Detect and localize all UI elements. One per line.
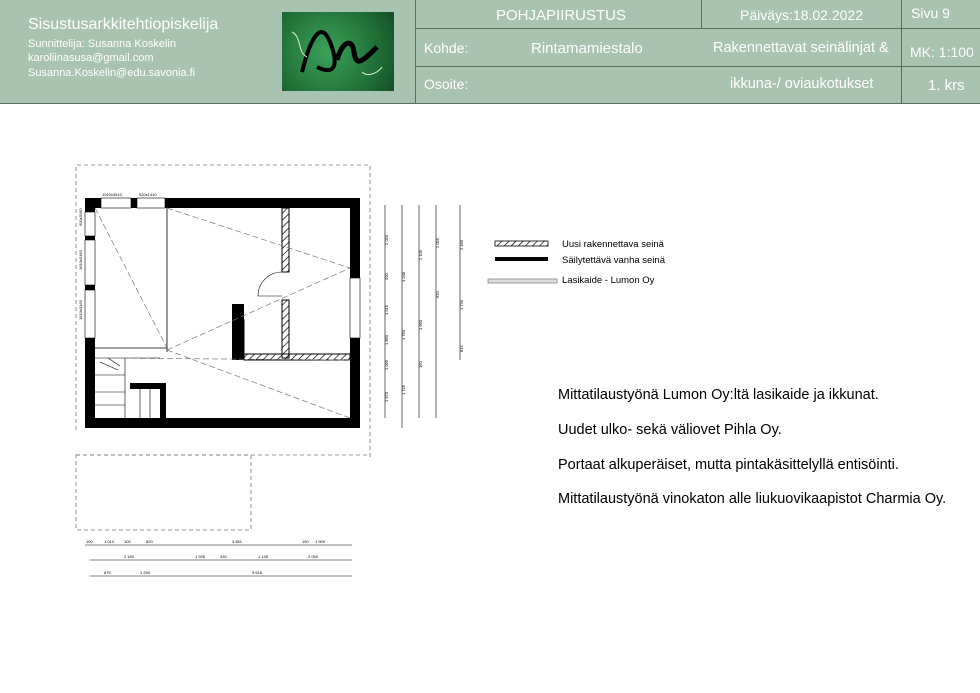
svg-text:150: 150 — [302, 539, 309, 544]
drawing-type: POHJAPIIRUSTUS — [496, 7, 627, 24]
legend-new-wall: Uusi rakennettava seinä — [562, 239, 664, 250]
svg-text:875: 875 — [104, 570, 111, 575]
kohde-label: Kohde: — [424, 40, 469, 56]
svg-text:2 180: 2 180 — [124, 554, 135, 559]
svg-text:2 055: 2 055 — [435, 237, 440, 248]
legend-old-wall: Säilytettävä vanha seinä — [562, 255, 665, 266]
svg-text:1 250: 1 250 — [140, 570, 151, 575]
svg-text:1 660: 1 660 — [418, 319, 423, 330]
svg-text:100: 100 — [124, 539, 131, 544]
legend-swatches — [488, 241, 557, 283]
svg-text:1 725: 1 725 — [401, 384, 406, 395]
svg-text:160: 160 — [418, 361, 423, 368]
svg-text:920: 920 — [435, 291, 440, 298]
vertical-dimensions — [385, 205, 460, 428]
email-1: karoliinasusa@gmail.com — [28, 52, 154, 64]
window-label-left-1: 900x3160 — [78, 208, 83, 226]
description-line1: Rakennettavat seinälinjat & — [713, 40, 889, 56]
kohde-value: Rintamamiestalo — [531, 40, 643, 57]
svg-text:620: 620 — [146, 539, 153, 544]
designer-name: Sunnittelija: Susanna Koskelin — [28, 38, 176, 50]
svg-text:200: 200 — [384, 273, 389, 280]
floor: 1. krs — [928, 77, 965, 94]
horizontal-dimensions — [85, 545, 352, 576]
legend-solid-swatch — [495, 257, 548, 261]
legend-hatched-swatch — [495, 241, 548, 246]
new-walls — [236, 208, 350, 360]
page-number: Sivu 9 — [911, 5, 950, 21]
interior-lines — [95, 208, 282, 352]
window-label-top-1: 1010x3510 — [102, 192, 122, 197]
window-label-left-2: 1610x3160 — [78, 250, 83, 270]
svg-text:1 010: 1 010 — [104, 539, 115, 544]
svg-text:5 616: 5 616 — [252, 570, 263, 575]
svg-text:1 145: 1 145 — [258, 554, 269, 559]
note-3: Portaat alkuperäiset, mutta pintakäsittelyllä entisöinti. — [558, 457, 899, 473]
svg-text:430: 430 — [220, 554, 227, 559]
description-line2: ikkuna-/ oviaukotukset — [730, 76, 874, 92]
existing-walls — [85, 198, 360, 428]
osoite-label: Osoite: — [424, 76, 469, 92]
site-outline — [76, 165, 370, 530]
note-4: Mittatilaustyönä vinokaton alle liukuovikaapistot Charmia Oy. — [558, 491, 947, 507]
svg-text:100: 100 — [86, 539, 93, 544]
window-label-left-3: 1610x3160 — [78, 300, 83, 320]
note-1: Mittatilaustyönä Lumon Oy:ltä lasikaide ja ikkunat. — [558, 387, 879, 403]
svg-text:4 248: 4 248 — [401, 271, 406, 282]
legend-glass-swatch — [488, 279, 557, 283]
svg-text:1 900: 1 900 — [315, 539, 326, 544]
org-title: Sisustusarkkitehtiopiskelija — [28, 16, 219, 33]
legend-glass-rail: Lasikaide - Lumon Oy — [562, 275, 655, 286]
svg-text:1 750: 1 750 — [401, 329, 406, 340]
svg-text:1 730: 1 730 — [459, 299, 464, 310]
date: Päiväys:18.02.2022 — [740, 7, 863, 23]
svg-text:1 860: 1 860 — [384, 334, 389, 345]
email-2: Susanna.Koskelin@edu.savonia.fi — [28, 67, 196, 79]
window-label-top-2: 920x1410 — [139, 192, 157, 197]
svg-text:815: 815 — [459, 345, 464, 352]
svg-text:2 050: 2 050 — [308, 554, 319, 559]
svg-text:1 670: 1 670 — [384, 391, 389, 402]
svg-text:1 095: 1 095 — [384, 359, 389, 370]
note-2: Uudet ulko- sekä väliovet Pihla Oy. — [558, 422, 782, 438]
scale: MK: 1:100 — [910, 44, 974, 60]
svg-text:2 020: 2 020 — [384, 234, 389, 245]
horizontal-dimension-labels — [86, 539, 326, 575]
svg-text:1 935: 1 935 — [195, 554, 206, 559]
vertical-dimension-labels — [384, 234, 464, 402]
svg-text:1 515: 1 515 — [384, 304, 389, 315]
svg-text:2 105: 2 105 — [418, 249, 423, 260]
svg-text:2 180: 2 180 — [459, 239, 464, 250]
svg-text:3 561: 3 561 — [232, 539, 243, 544]
